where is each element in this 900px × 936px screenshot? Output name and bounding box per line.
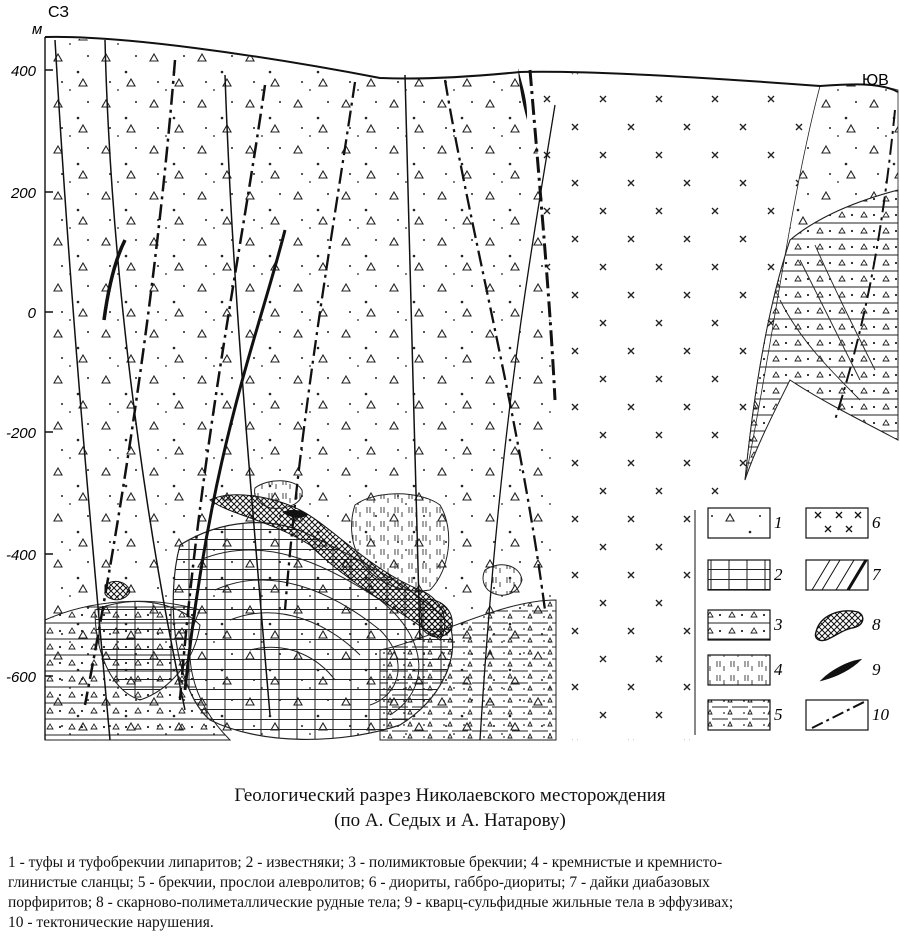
shale-lens-3 [483,565,522,595]
legend-description-line: 10 - тектонические нарушения. [8,914,214,931]
direction-right-label: ЮВ [862,72,889,89]
legend-item [815,611,881,641]
caption-title: Геологический разрез Николаевского месторождения [234,785,666,806]
legend-number: 3 [774,615,783,634]
legend-number: 4 [774,660,783,679]
legend-number: 1 [774,513,783,532]
shale-icon [708,655,770,685]
quartz-vein-icon [822,660,860,680]
depth-tick-label: -200 [5,425,36,442]
tuff-icon [708,508,770,538]
depth-tick-labels [6,63,37,686]
legend-number: 7 [872,565,881,584]
legend-item [822,660,881,680]
legend-number: 6 [872,513,881,532]
legend [695,508,890,735]
legend-item [806,560,882,590]
siltstone-breccia-icon [708,700,770,730]
legend-item [708,508,783,538]
skarn-ore-icon [815,611,862,641]
legend-description-line: порфиритов; 8 - скарново-полиметаллические рудные тела; 9 - кварц-сульфидные жильные тела в эффузивах; [8,894,734,911]
legend-description [8,853,896,933]
depth-tick-label: 400 [10,63,36,80]
legend-item [806,508,881,538]
depth-tick-label: 200 [10,185,36,202]
legend-item [806,700,890,730]
caption-subtitle: (по А. Седых и А. Натарову) [334,810,566,831]
legend-item [708,655,783,685]
depth-unit-label: м [32,21,43,38]
legend-item [708,560,783,590]
legend-description-line: глинистые сланцы; 5 - брекчии, прослои алевролитов; 6 - диориты, габбро-диориты; 7 - дайки диабазовых [8,874,710,891]
legend-item [708,610,783,640]
depth-tick-label: -400 [5,547,36,564]
depth-tick-label: 0 [27,305,36,322]
breccia-icon [708,610,770,640]
figure-caption [0,783,900,833]
depth-tick-label: -600 [5,669,36,686]
legend-number: 5 [774,705,783,724]
direction-left-label: СЗ [48,4,70,21]
legend-number: 2 [774,565,783,584]
legend-number: 9 [872,660,881,679]
legend-number: 8 [872,615,881,634]
limestone-icon [708,560,770,590]
legend-item [708,700,783,730]
legend-description-line: 1 - туфы и туфобрекчии липаритов; 2 - известняки; 3 - полимиктовые брекчии; 4 - кремнистые и кремнисто- [8,854,723,871]
legend-number: 10 [872,705,889,724]
